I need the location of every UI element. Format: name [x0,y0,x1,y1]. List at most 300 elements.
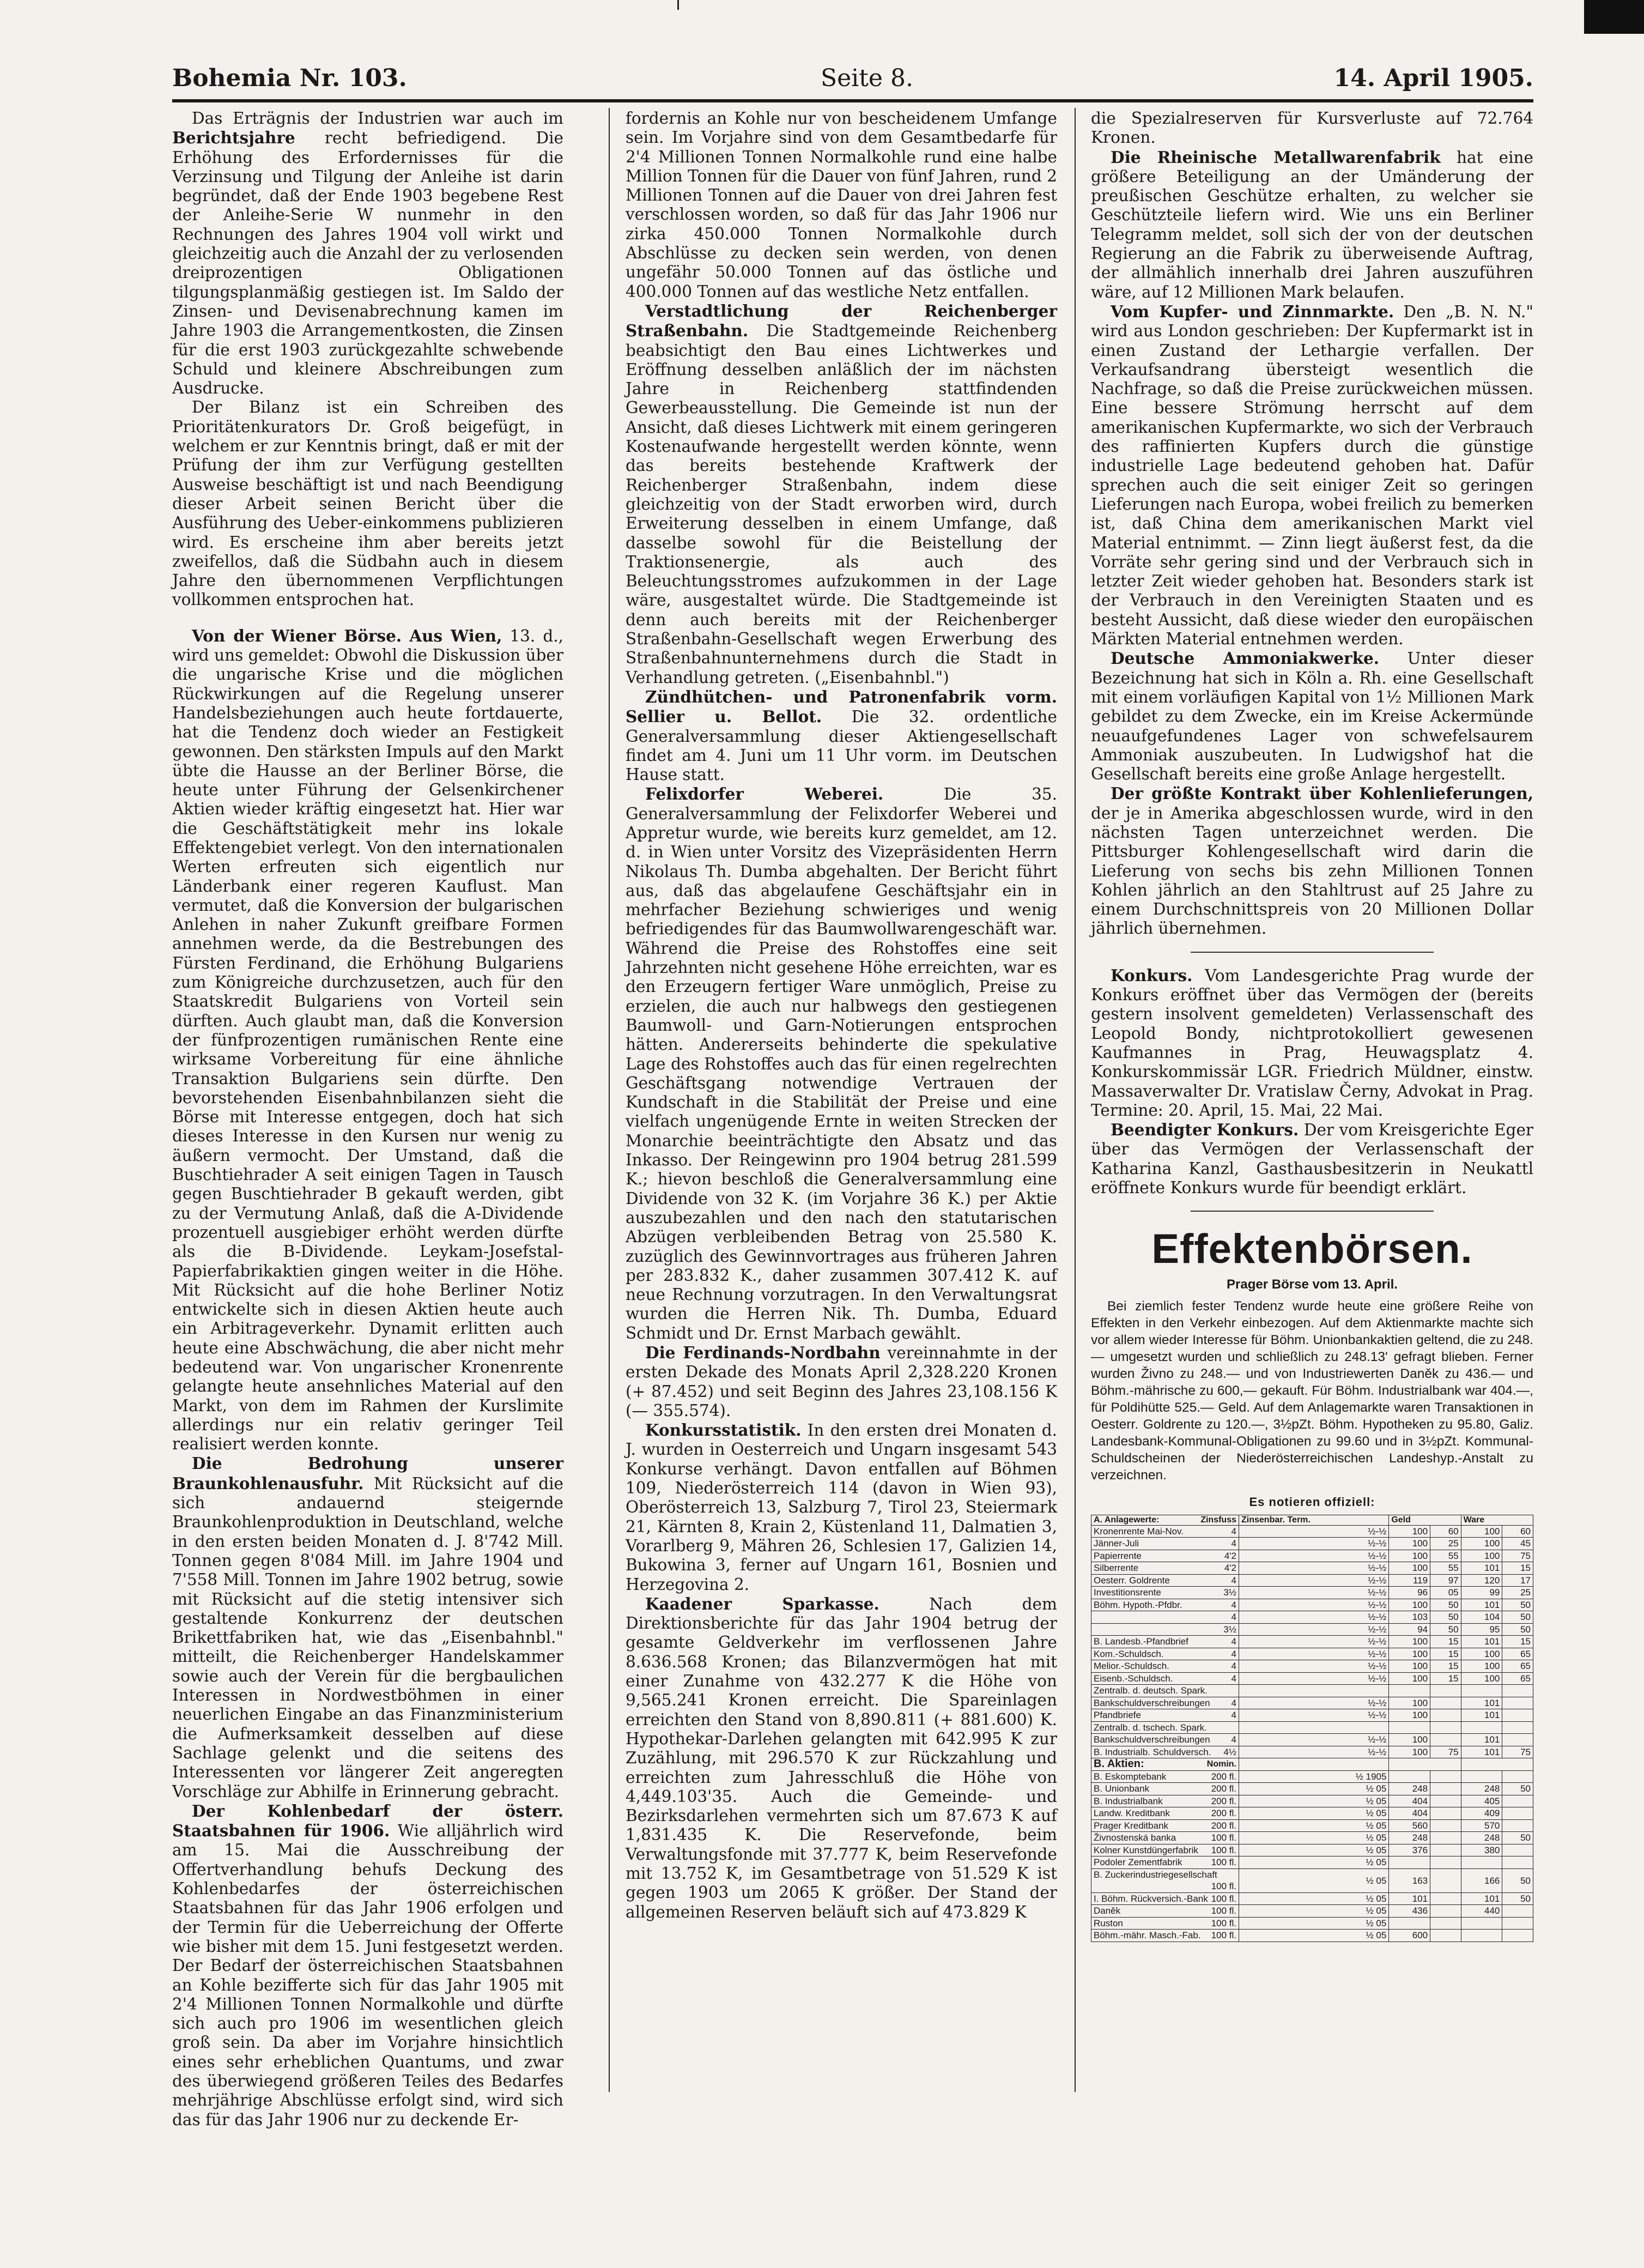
geld-value: 101 [1389,1892,1430,1905]
ware-value [1461,1917,1502,1930]
quote-row [1091,1685,1533,1697]
ware-value: 248 [1461,1783,1502,1795]
ware-value: 100 [1461,1660,1502,1673]
effektenboersen-section [1091,1225,1533,1942]
coupon-term: ½ 05 [1239,1856,1389,1869]
ware-value: 65 [1502,1648,1533,1660]
rate: 100 fl. [1211,1857,1236,1868]
article-text: Wie alljährlich wird am 15. Mai die Ausschreibung der Offertverhandlung behufs Deckung des Kohlenbedarfes der österreichischen Staatsbahnen für das Jahr 1906 erfolgen und der Termin für die Ueberreichung der Offerte wie bisher mit dem 15. Juni festgesetzt werden. Der Bedarf der österreichischen Staatsbahnen an Kohle bezifferte sich für das Jahr 1905 mit 2'4 Millionen Tonnen Normalkohle und dürfte sich auch pro 1906 im wesentlichen gleich groß sein. Da aber im Vorjahre hinsichtlich eines sehr erheblichen Quantums, und zwar des überwiegend größeren Teiles des Bedarfes mehrjährige Abschlüsse erfolgt sind, wird sich das für das Jahr 1906 nur zu deckende Er- [172,1822,563,2129]
quote-row [1091,1807,1533,1820]
coupon-term: ½ 05 [1239,1930,1389,1942]
ware-value [1502,1770,1533,1783]
article-paragraph [172,626,563,1454]
coupon-term [1239,1721,1389,1734]
quote-row [1091,1574,1533,1587]
ware-value: 50 [1502,1623,1533,1636]
article-paragraph [172,398,563,609]
coupon-term: ½-½ [1239,1562,1389,1575]
coupon-term: ½-½ [1239,1574,1389,1587]
ware-value [1502,1819,1533,1832]
ware-value: 100 [1461,1550,1502,1562]
geld-value: 248 [1389,1783,1430,1795]
ware-value [1502,1807,1533,1820]
ware-value [1502,1734,1533,1746]
ware-value: 101 [1461,1636,1502,1648]
geld-value [1389,1685,1430,1697]
article-heading: Berichtsjahre [172,128,295,148]
security-name: Prager Kreditbank [1094,1820,1169,1831]
geld-value: 97 [1430,1574,1461,1587]
article-paragraph [626,1594,1057,1922]
article-paragraph [626,687,1057,784]
security-name: Pfandbriefe [1094,1710,1141,1721]
geld-value: 05 [1430,1587,1461,1599]
coupon-term: ½ 05 [1239,1917,1389,1930]
quote-row [1091,1721,1533,1734]
rate: 4 [1231,1697,1236,1708]
coupon-term: ½ 05 [1239,1783,1389,1795]
section-title: Effektenbörsen. [1151,1226,1473,1273]
quote-row [1091,1868,1533,1892]
quote-row [1091,1892,1533,1905]
geld-value [1389,1917,1430,1930]
security-name: Jänner-Juli [1094,1538,1139,1549]
rate: 200 fl. [1211,1808,1236,1819]
quote-row [1091,1795,1533,1807]
coupon-term: ½ 05 [1239,1807,1389,1820]
coupon-term: ½-½ [1239,1525,1389,1538]
article-text: 13. d., wird uns gemeldet: Obwohl die Diskussion über die ungarische Krise und die möglichen Rückwirkungen auf die Regelung unserer Handelsbeziehungen auch heute fortdauerte, hat die Tendenz doch wieder an Festigkeit gewonnen. Den stärksten Impuls auf den Markt übte die Hausse an der Berliner Börse, die heute unter Führung der Gelsenkirchener Aktien wieder kräftig eingesetzt hat. Hier war die Geschäftstätigkeit mehr ins lokale Effektengebiet verlegt. Von den internationalen Werten erfreuten sich eigentlich nur Länderbank einer regeren Kauflust. Man vermutet, daß die Konversion der bulgarischen Anlehen in naher Zukunft greifbare Formen annehmen werde, da die Bestrebungen des Fürsten Ferdinand, die Erhöhung Bulgariens zum Königreiche durchzusetzen, auch für den Staatskredit Bulgariens von Vorteil sein dürften. Auch glaubt man, daß die Konversion der fünfprozentigen rumänischen Rente eine wirksame Vorbereitung für eine ähnliche Transaktion Bulgariens sein dürfte. Den bevorstehenden Eisenbahnbilanzen sieht die Börse mit Interesse entgegen, doch hat sich dieses Interesse in den Kursen nur wenig zu äußern vermocht. Der Umstand, daß die Buschtiehrader A seit einigen Tagen in Tausch gegen Buschtiehrader B gekauft werden, gibt zu der Vermutung Anlaß, daß die A-Dividende prozentuell ausgiebiger erhöht werden dürfte als die B-Dividende. Leykam-Josefstal-Papierfabrikaktien gingen weiter in die Höhe. Mit Rücksicht auf die hohe Berliner Notiz entwickelte sich in diesen Aktien heute auch ein Arbitrageverkehr. Dynamit erlitten auch heute eine Abschwächung, die aber nicht mehr bedeutend war. Von ungarischer Kronenrente gelangte heute ansehnliches Material auf den Markt, von dem im Rahmen der Kurslimite allerdings nur ein relativ geringer Teil realisiert werden konnte. [172,626,563,1454]
geld-value: 100 [1389,1599,1430,1611]
article-text: Nach dem Direktionsberichte für das Jahr 1904 betrug der gesamte Geldverkehr im verflossenen Jahre 8.636.568 Kronen; das Bilanzvermögen hat mit einer Zunahme von 432.277 K die Höhe von 9,565.241 Kronen erreicht. Die Spareinlagen erreichten den Stand von 8,890.811 (+ 881.600) K. Hypothekar-Darlehen gelangten mit 642.995 K zur Zuzählung, mit 296.570 K zur Rückzahlung und erreichten zum Jahresschluß die Höhe von 4,449.103'35. Auch die Gemeinde- und Bezirksdarlehen vermehrten sich um 87.673 K auf 1,831.435 K. Die Reservefonde, beim Verwaltungsfonde mit 37.777 K, beim Reservefonde mit 13.752 K, im Gesamtbetrage von 51.529 K ist gegen 1903 um 2065 K größer. Der Stand der allgemeinen Reserven beläuft sich auf 473.829 K [626,1594,1057,1921]
security-name: Bankschuldverschreibungen [1094,1697,1210,1708]
article-heading: Konkurs. [1111,965,1193,985]
security-name: Oesterr. Goldrente [1094,1575,1170,1586]
geld-value [1430,1905,1461,1918]
quote-row [1091,1917,1533,1930]
geld-value: 75 [1430,1746,1461,1758]
geld-value: 100 [1389,1550,1430,1562]
quote-row [1091,1905,1533,1918]
quote-row [1091,1562,1533,1575]
section-separator [1191,952,1434,953]
geld-value [1389,1856,1430,1869]
ware-value [1461,1721,1502,1734]
rate: 4'2 [1224,1550,1236,1561]
rate: 200 fl. [1211,1795,1236,1806]
quote-row [1091,1783,1533,1795]
ware-value: 120 [1461,1574,1502,1587]
geld-value: 100 [1389,1709,1430,1722]
geld-value [1430,1930,1461,1942]
article-text: der je in Amerika abgeschlossen wurde, wird in den nächsten Tagen unterzeichnet werden. Die Pittsburger Kohlengesellschaft wird darin die Lieferung von sechs bis zehn Millionen Tonnen Kohlen jährlich an den Stahltrust auf 25 Jahre zu einem Durchschnittspreis von 20 Millionen Dollar jährlich übernehmen. [1091,803,1533,938]
geld-value [1430,1892,1461,1905]
ware-value [1502,1844,1533,1856]
article-text: In den ersten drei Monaten d. J. wurden in Oesterreich und Ungarn insgesamt 543 Konkurse verhängt. Davon entfallen auf Böhmen 109, Niederösterreich 114 (davon in Wien 93), Oberösterreich 13, Salzburg 7, Tirol 23, Steiermark 21, Kärnten 8, Krain 2, Küstenland 11, Dalmatien 3, Vorarlberg 9, Mähren 26, Schlesien 17, Galizien 14, Bukowina 3, ferner auf Ungarn 161, Bosnien und Herzegovina 2. [626,1421,1057,1594]
quote-row [1091,1538,1533,1550]
geld-value: 15 [1430,1636,1461,1648]
ware-value [1461,1770,1502,1783]
article-text: Der Bilanz ist ein Schreiben des Prioritätenkurators Dr. Groß beigefügt, in welchem er zur Kenntnis bringt, daß er mit der Prüfung der ihm zur Verfügung gestellten Ausweise beschäftigt ist und nach Beendigung dieser Arbeit seinen Bericht über die Ausführung des Ueber-einkommens publizieren wird. Es erscheine ihm aber bereits jetzt zweifellos, daß die Südbahn auch in diesem Jahre den übernommenen Verpflichtungen vollkommen entsprochen hat. [172,398,563,609]
article-paragraph [626,1343,1057,1420]
rate: 4½ [1223,1746,1236,1757]
coupon-term: ½-½ [1239,1611,1389,1624]
coupon-term: ½-½ [1239,1550,1389,1562]
geld-value [1430,1697,1461,1709]
col-header-geld: Geld [1389,1515,1461,1525]
geld-value: 560 [1389,1819,1430,1832]
geld-value [1430,1807,1461,1820]
page-corner-shadow [1584,0,1644,34]
geld-value: 100 [1389,1538,1430,1550]
geld-value: 100 [1389,1525,1430,1538]
article-paragraph [1091,109,1533,148]
ware-value [1502,1795,1533,1807]
ware-value: 50 [1502,1611,1533,1624]
ware-value: 15 [1502,1562,1533,1575]
security-name: Ruston [1094,1918,1123,1928]
security-name: Živnostenská banka [1094,1832,1176,1843]
article-heading: Von der Wiener Börse. [192,626,402,645]
quote-row [1091,1930,1533,1942]
geld-value [1430,1819,1461,1832]
article-heading: Aus Wien, [409,626,502,645]
coupon-term: ½-½ [1239,1734,1389,1746]
geld-value: 50 [1430,1611,1461,1624]
security-name: B. Unionbank [1094,1783,1150,1794]
security-name: Papierrente [1094,1550,1142,1561]
rate: 3½ [1223,1587,1236,1598]
coupon-term: ½-½ [1239,1709,1389,1722]
quote-row [1091,1844,1533,1856]
geld-value: 25 [1430,1538,1461,1550]
article-heading: Die Ferdinands-Nordbahn [645,1343,881,1362]
rate: 4 [1231,1710,1236,1721]
article-paragraph [626,109,1057,301]
ware-value: 45 [1502,1538,1533,1550]
ware-value: 25 [1502,1587,1533,1599]
geld-value [1430,1795,1461,1807]
ware-value [1502,1856,1533,1869]
fold-mark [677,0,679,10]
geld-value: 100 [1389,1734,1430,1746]
geld-value: 94 [1389,1623,1430,1636]
article-heading: Der Kohlenbedarf der österr. Staatsbahnen für 1906. [172,1801,563,1841]
article-paragraph [172,109,563,398]
geld-value: 248 [1389,1832,1430,1844]
geld-value: 100 [1389,1697,1430,1709]
quote-row [1091,1525,1533,1538]
ware-value: 104 [1461,1611,1502,1624]
article-heading: Konkursstatistik. [645,1420,802,1440]
anlagewerte-rows [1091,1525,1533,1758]
ware-value [1502,1697,1533,1709]
security-name: Kom.-Schuldsch. [1094,1648,1164,1659]
coupon-term: ½-½ [1239,1697,1389,1709]
security-name: Zentralb. d. deutsch. Spark. [1094,1685,1208,1696]
column-divider-2 [1075,108,1076,2092]
ware-value: 99 [1461,1587,1502,1599]
geld-value [1430,1832,1461,1844]
article-paragraph [1091,784,1533,938]
ware-value [1502,1917,1533,1930]
boerse-report [1091,1298,1533,1484]
article-text: Unter dieser Bezeichnung hat sich in Köln a. Rh. eine Gesellschaft mit einem vorläufigen Kapital von 1½ Millionen Mark gebildet zu dem Zwecke, ein im Kreise Ackermünde neuaufgefundenes Lager von schwefelsaurem Ammoniak auszubeuten. In Ludwigshof hat die Gesellschaft bereits eine große Anlage hergestellt. [1091,649,1533,784]
newspaper-issue: Bohemia Nr. 103. [172,64,407,92]
quote-row [1091,1611,1533,1624]
ware-value: 101 [1461,1746,1502,1758]
ware-value [1502,1721,1533,1734]
article-paragraph [1091,966,1533,1120]
article-paragraph [172,1454,563,1801]
geld-value: 100 [1389,1672,1430,1685]
rate: 100 fl. [1211,1930,1236,1941]
article-heading: Felixdorfer Weberei. [645,784,884,804]
article-text: Die 32. ordentliche Generalversammlung dieser Aktiengesellschaft findet am 4. Juni um 11 Uhr vorm. im Deutschen Hause statt. [626,707,1057,784]
article-paragraph [626,301,1057,687]
geld-value [1430,1734,1461,1746]
coupon-term: ½-½ [1239,1587,1389,1599]
coupon-term: ½-½ [1239,1599,1389,1611]
column-2 [626,109,1057,1922]
article-text: recht befriedigend. Die Erhöhung des Erfordernisses für die Verzinsung und Tilgung der Anleihe ist darin begründet, daß der Ende 1903 begebene Rest der Anleihe-Serie W nunmehr in den Rechnungen des Jahres 1904 voll wirkt und gleichzeitig auch die Anzahl der zu verlosenden dreiprozentigen Obligationen tilgungsplanmäßig gestiegen ist. Im Saldo der Zinsen- und Devisenabrechnung kamen im Jahre 1903 die Arrangementkosten, die Zinsen für die erst 1903 zurückgezahlte schwebende Schuld und kleinere Abschreibungen zum Ausdrucke. [172,129,563,398]
geld-value [1430,1770,1461,1783]
geld-value [1430,1844,1461,1856]
quote-row [1091,1856,1533,1869]
aktien-rows [1091,1770,1533,1942]
ware-value: 101 [1461,1892,1502,1905]
col-header-title: A. Anlagewerte: Zinsfuss [1091,1515,1239,1525]
issue-date: 14. April 1905. [1333,64,1533,92]
geld-value: 100 [1389,1562,1430,1575]
ware-value: 101 [1461,1734,1502,1746]
article-text: Der vom Kreisgerichte Eger über das Vermögen der Verlassenschaft der Katharina Kanzl, Gasthausbesitzerin in Neukattl eröffnete Konkurs wurde für beendigt erklärt. [1091,1121,1534,1197]
ware-value: 380 [1461,1844,1502,1856]
security-name: Podoler Zementfabrik [1094,1857,1182,1868]
quote-row [1091,1648,1533,1660]
article-heading: Zündhütchen- und Patronenfabrik vorm. Sellier u. Bellot. [626,687,1057,727]
ware-value: 100 [1461,1538,1502,1550]
article-text: vereinnahmte in der ersten Dekade des Monats April 2,328.220 Kronen (+ 87.452) und seit Beginn des Jahres 23,108.156 K (— 355.574). [626,1344,1057,1420]
ware-value: 95 [1461,1623,1502,1636]
rate: 100 fl. [1211,1832,1236,1843]
article-text: Die 35. Generalversammlung der Felixdorfer Weberei und Appretur wurde, wie bereits kurz gemeldet, am 12. d. in Wien unter Vorsitz des Vizepräsidenten Herrn Nikolaus Th. Dumba abgehalten. Der Bericht führt aus, daß das abgelaufene Geschäftsjahr ein in mehrfacher Beziehung schwieriges und wenig befriedigendes für das Baumwollwarengeschäft war. Während die Preise des Rohstoffes eine seit Jahrzehnten nicht gesehene Höhe erreichten, war es den Erzeugern fertiger Ware unmöglich, Preise zu erzielen, die auch nur halbwegs den gestiegenen Baumwoll- und Garn-Notierungen entsprochen hätten. Andererseits behinderte die spekulative Lage des Rohstoffes auch das für einen regelrechten Geschäftsgang notwendige Vertrauen der Kundschaft in die Stabilität der Preise und eine vielfach ungenügende Ernte in weiten Strecken der Monarchie beeinträchtigte den Absatz und das Inkasso. Der Reingewinn pro 1904 betrug 281.599 K.; hievon beschloß die Generalversammlung eine Dividende von 32 K. (im Vorjahre 36 K.) per Aktie auszubezahlen und den nach den statutarischen Abzügen verbleibenden Betrag von 25.580 K. zuzüglich des Gewinnvortrages aus früheren Jahren per 283.832 K., daher zusammen 307.412 K. auf neue Rechnung vorzutragen. In den Verwaltungsrat wurden die Herren Nik. Th. Dumba, Eduard Schmidt und Dr. Ernst Marbach gewählt. [626,785,1057,1342]
rate: 200 fl. [1211,1820,1236,1831]
rate: 100 fl. [1211,1881,1236,1892]
article-text: Mit Rücksicht auf die sich andauernd steigernde Braunkohlenproduktion in Deutschland, welche in den ersten beiden Monaten d. J. 8'742 Mill. Tonnen gegen 8'084 Mill. im Jahre 1904 und 7'558 Mill. Tonnen im Jahre 1902 betrug, sowie mit Rücksicht auf die stetig intensiver sich gestaltende Konkurrenz der deutschen Brikettfabriken hat, wie das „Eisenbahnbl." mitteilt, die Reichenberger Handelskammer sowie auch der Verein für die bergbaulichen Interessen in Nordwestböhmen in einer neuerlichen Eingabe an das Finanzministerium die Aufmerksamkeit desselben auf diese Sachlage gelenkt und die seitens des Interessenten vor längerer Zeit angeregten Vorschläge zur Abhilfe in Erinnerung gebracht. [172,1474,563,1801]
article-paragraph [1091,302,1533,649]
geld-value [1430,1685,1461,1697]
ware-value: 75 [1502,1746,1533,1758]
ware-value [1461,1930,1502,1942]
geld-value [1430,1868,1461,1892]
article-heading: Verstadtlichung der Reichenberger Straßenbahn. [626,301,1057,341]
rate: 200 fl. [1211,1783,1236,1794]
geld-value [1430,1709,1461,1722]
coupon-term: ½-½ [1239,1660,1389,1673]
ware-value: 570 [1461,1819,1502,1832]
rate: 3½ [1223,1624,1236,1635]
aktien-header: B. Aktien: Nomin. [1091,1758,1533,1771]
article-paragraph [626,1420,1057,1594]
col-header-ware: Ware [1461,1515,1533,1525]
coupon-term: ½ 05 [1239,1795,1389,1807]
paragraph-gap [172,610,563,626]
geld-value: 60 [1430,1525,1461,1538]
quote-row [1091,1660,1533,1673]
ware-value: 50 [1502,1868,1533,1892]
quote-row [1091,1832,1533,1844]
header-rule [172,99,1533,102]
ware-value: 65 [1502,1672,1533,1685]
article-heading: Kaadener Sparkasse. [645,1594,879,1613]
quote-row [1091,1599,1533,1611]
ware-value: 75 [1502,1550,1533,1562]
ware-value: 409 [1461,1807,1502,1820]
security-name: Eisenb.-Schuldsch. [1094,1673,1173,1684]
security-name: Böhm. Hypoth.-Pfdbr. [1094,1599,1182,1610]
coupon-term: ½ 05 [1239,1892,1389,1905]
boerse-report-text: Bei ziemlich fester Tendenz wurde heute eine größere Reihe von Effekten in den Verkehr einbezogen. Auf dem Aktienmarkte machte sich vor allem wieder Interesse für Böhm. Unionbankaktien geltend, die zu 248.— umgesetzt wurden und schließlich zu 248.13' gefragt blieben. Ferner wurden Živno zu 248.— und von Industriewerten Daněk zu 436.— und Böhm.-mährische zu 600,— gekauft. Für Böhm. Industrialbank war 404.—, für Poldihütte 525.— Geld. Auf dem Anlagemarkte waren Transaktionen in Oesterr. Goldrente zu 120.—, 3½pZt. Böhm. Hypotheken zu 95.80, Galiz. Landesbank-Kommunal-Obligationen zu 99.60 und in 3½pZt. Kommunal-Schuldscheinen der Niederösterreichischen Landeshyp.-Anstalt zu verzeichnen. [1091,1298,1533,1483]
coupon-term: ½-½ [1239,1623,1389,1636]
coupon-term: ½-½ [1239,1648,1389,1660]
article-heading: Deutsche Ammoniakwerke. [1111,649,1380,668]
quote-row [1091,1697,1533,1709]
geld-value: 600 [1389,1930,1430,1942]
ware-value: 100 [1461,1525,1502,1538]
rate: 4 [1231,1612,1236,1623]
column-divider-1 [609,108,610,2092]
geld-value: 50 [1430,1599,1461,1611]
ware-value [1461,1856,1502,1869]
ware-value [1502,1930,1533,1942]
article-paragraph [1091,148,1533,302]
article-paragraph [1091,649,1533,784]
article-paragraph [626,784,1057,1343]
geld-value: 15 [1430,1660,1461,1673]
geld-value: 163 [1389,1868,1430,1892]
article-text [402,627,409,645]
geld-value: 119 [1389,1574,1430,1587]
ware-value: 166 [1461,1868,1502,1892]
col-header-term: Zinsenbar. Term. [1239,1515,1389,1525]
geld-value: 404 [1389,1807,1430,1820]
coupon-term: ½-½ [1239,1636,1389,1648]
quote-row [1091,1734,1533,1746]
ware-value: 60 [1502,1525,1533,1538]
geld-value [1430,1917,1461,1930]
coupon-term: ½-½ [1239,1746,1389,1758]
coupon-term: ½ 05 [1239,1868,1389,1892]
page-header [172,64,1533,102]
rate: 200 fl. [1211,1771,1236,1782]
article-heading: Die Rheinische Metallwarenfabrik [1111,147,1441,167]
geld-value [1389,1770,1430,1783]
ware-value: 101 [1461,1562,1502,1575]
ware-value: 17 [1502,1574,1533,1587]
ware-value [1502,1905,1533,1918]
coupon-term [1239,1685,1389,1697]
coupon-term: ½ 05 [1239,1819,1389,1832]
security-name: Kolner Kunstdüngerfabrik [1094,1844,1198,1855]
coupon-term: ½-½ [1239,1672,1389,1685]
ware-value: 248 [1461,1832,1502,1844]
rate: 100 fl. [1211,1918,1236,1928]
article-text: die Spezialreserven für Kursverluste auf 72.764 Kronen. [1091,109,1533,147]
article-text: Die Stadtgemeinde Reichenberg beabsichtigt den Bau eines Lichtwerkes und Eröffnung desselben anläßlich der im nächsten Jahre in Reichenberg stattfindenden Gewerbeausstellung. Die Gemeinde ist nun der Ansicht, daß dieses Lichtwerk mit einem geringeren Kostenaufwande hergestellt werden könnte, wenn das bereits bestehende Kraftwerk der Reichenberger Straßenbahn, indem diese gleichzeitig von der Stadt erworben wird, durch Erweiterung desselben in einem Umfange, daß dasselbe sowohl für die Beistellung der Traktionsenergie, als auch des Beleuchtungsstromes aufzukommen in der Lage wäre, ausgestaltet würde. Die Stadtgemeinde ist denn auch bereits mit der Reichenberger Straßenbahn-Gesellschaft wegen Erwerbung des Straßenbahnunternehmens durch die Stadt in Verhandlung getreten. („Eisenbahnbl.") [626,322,1057,687]
quotes-table [1091,1515,1533,1942]
article-heading: Die Bedrohung unserer Braunkohlenausfuhr. [172,1454,563,1493]
ware-value: 100 [1461,1672,1502,1685]
quote-row [1091,1623,1533,1636]
quote-row [1091,1550,1533,1562]
coupon-term: ½ 05 [1239,1832,1389,1844]
geld-value: 55 [1430,1562,1461,1575]
geld-value: 376 [1389,1844,1430,1856]
geld-value: 55 [1430,1550,1461,1562]
security-name: B. Landesb.-Pfandbrief [1094,1636,1188,1647]
ware-value: 65 [1502,1660,1533,1673]
geld-value: 15 [1430,1648,1461,1660]
rate: 100 fl. [1211,1893,1236,1904]
geld-value [1430,1783,1461,1795]
security-name: Bankschuldverschreibungen [1094,1734,1210,1745]
geld-value: 15 [1430,1672,1461,1685]
ware-value: 440 [1461,1905,1502,1918]
rate: 4 [1231,1575,1236,1586]
section-subhead: Prager Börse vom 13. April. [1227,1277,1398,1292]
quote-row [1091,1636,1533,1648]
official-quotes-label: Es notieren offiziell: [1249,1495,1375,1509]
security-name: Silberrente [1094,1563,1139,1574]
security-name: I. Böhm. Rückversich.-Bank [1094,1893,1208,1904]
article-text: Das Erträgnis der Industrien war auch im [192,109,563,128]
column-3-articles [1091,109,1533,1212]
article-text: fordernis an Kohle nur von bescheidenem Umfange sein. Im Vorjahre sind von dem Gesamtbedarfe für 2'4 Millionen Tonnen Normalkohle rund eine halbe Million Tonnen für die Dauer von fünf Jahren, rund 2 Millionen Tonnen auf die Dauer von drei Jahren fest verschlossen worden, so daß für das Jahr 1906 nur zirka 450.000 Tonnen Normalkohle durch Abschlüsse zu decken sein werden, von denen ungefähr 50.000 Tonnen auf das östliche und 400.000 Tonnen auf das westliche Netz entfallen. [626,109,1057,301]
geld-value: 436 [1389,1905,1430,1918]
security-name: Melior.-Schuldsch. [1094,1661,1169,1672]
ware-value: 15 [1502,1636,1533,1648]
geld-value: 100 [1389,1648,1430,1660]
quote-row [1091,1770,1533,1783]
geld-value [1389,1721,1430,1734]
section-separator [1191,1211,1434,1212]
geld-value: 404 [1389,1795,1430,1807]
geld-value: 103 [1389,1611,1430,1624]
article-text: Den „B. N. N." wird aus London geschrieben: Der Kupfermarkt ist in einen Zustand der Lethargie verfallen. Der Verkaufsandrang übersteigt wesentlich die Nachfrage, so daß die Preise zurückweichen müssen. Eine bessere Strömung herrscht auf dem amerikanischen Kupfermarkte, wo sich der Verbrauch des raffinierten Kupfers durch die günstige industrielle Lage bedeutend gehoben hat. Dafür sprechen auch die seit einiger Zeit so geringen Lieferungen nach Europa, wobei freilich zu bemerken ist, daß China dem amerikanischen Markt viel Material entnimmt. — Zinn liegt äußerst fest, da die Vorräte sehr gering sind und der Verbrauch sich in letzter Zeit wieder gehoben hat. Besonders stark ist der Verbrauch in den Vereinigten Staaten und es besteht Aussicht, daß diese wieder den europäischen Märkten Material entnehmen werden. [1091,302,1533,649]
geld-value: 100 [1389,1746,1430,1758]
quote-row [1091,1587,1533,1599]
coupon-term: ½-½ [1239,1538,1389,1550]
rate: 100 fl. [1211,1844,1236,1855]
article-text: Vom Landesgerichte Prag wurde der Konkurs eröffnet über das Vermögen der (bereits gestern insolvent gemeldeten) Verlassenschaft des Leopold Bondy, nichtprotokolliert gewesenen Kaufmannes in Prag, Heuwagsplatz 4. Konkurskommissär LGR. Friedrich Müldner, einstw. Massaverwalter Dr. Vratislaw Černy, Advokat in Prag. Termine: 20. April, 15. Mai, 22 Mai. [1091,966,1533,1120]
column-1 [172,109,563,2130]
ware-value [1502,1685,1533,1697]
security-name: Kronenrente Mai-Nov. [1094,1526,1184,1537]
article-text: hat eine größere Beteiligung an der Umänderung der preußischen Geschütze erhalten, zu welcher sie Geschützteile liefern wird. Wie uns ein Berliner Telegramm meldet, soll sich der von der deutschen Regierung an die Fabrik zu überweisende Auftrag, der allmählich innerhalb drei Jahren auszuführen wäre, auf 12 Millionen Mark belaufen. [1091,148,1533,301]
ware-value: 101 [1461,1709,1502,1722]
rate: 4 [1231,1526,1236,1537]
security-name: Zentralb. d. tschech. Spark. [1094,1722,1207,1733]
article-heading: Vom Kupfer- und Zinnmarkte. [1111,301,1394,321]
security-name: Landw. Kreditbank [1094,1808,1170,1819]
security-name: B. Industrialb. Schuldversch. [1094,1746,1211,1757]
ware-value: 405 [1461,1795,1502,1807]
quote-row [1091,1672,1533,1685]
ware-value: 101 [1461,1697,1502,1709]
rate: 4 [1231,1661,1236,1672]
security-name: Investitionsrente [1094,1587,1161,1598]
